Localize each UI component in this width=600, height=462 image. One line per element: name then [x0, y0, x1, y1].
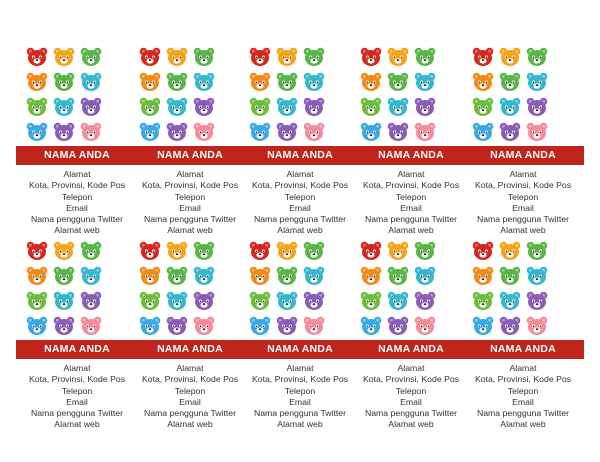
bear-face-icon: [193, 291, 215, 311]
bear-face-icon: [472, 97, 494, 117]
twitter-line: Nama pengguna Twitter: [143, 214, 237, 225]
city-line: Kota, Provinsi, Kode Pos: [474, 180, 572, 191]
bear-face-icon: [80, 291, 102, 311]
bear-face-icon: [303, 316, 325, 336]
bear-grid: [356, 47, 466, 143]
business-card: [356, 44, 466, 244]
bear-face-icon: [53, 97, 75, 117]
bear-face-icon: [249, 47, 271, 67]
bear-face-icon: [360, 266, 382, 286]
bear-face-icon: [53, 72, 75, 92]
bear-grid: [245, 47, 355, 143]
bear-face-icon: [499, 291, 521, 311]
bear-face-icon: [387, 266, 409, 286]
bear-face-icon: [166, 266, 188, 286]
bear-face-icon: [360, 316, 382, 336]
business-card: [22, 44, 132, 244]
email-line: Email: [512, 202, 534, 213]
bear-face-icon: [249, 291, 271, 311]
email-line: Email: [512, 396, 534, 407]
bear-face-icon: [414, 72, 436, 92]
contact-info: [12, 169, 142, 237]
bear-face-icon: [80, 122, 102, 142]
phone-line: Telepon: [507, 191, 539, 202]
business-card: [356, 238, 466, 438]
bear-face-icon: [472, 72, 494, 92]
bear-face-icon: [249, 97, 271, 117]
twitter-line: Nama pengguna Twitter: [364, 214, 458, 225]
bear-face-icon: [526, 291, 548, 311]
address-line: Alamat: [63, 363, 91, 373]
bear-grid: [22, 47, 132, 143]
bear-face-icon: [303, 97, 325, 117]
bear-face-icon: [139, 266, 161, 286]
bear-face-icon: [526, 122, 548, 142]
name-band: NAMA ANDA: [129, 146, 251, 165]
bear-grid: [468, 241, 578, 337]
bear-face-icon: [499, 97, 521, 117]
business-card: [135, 238, 245, 438]
bear-face-icon: [303, 122, 325, 142]
bear-face-icon: [53, 122, 75, 142]
bear-face-icon: [249, 266, 271, 286]
bear-face-icon: [276, 291, 298, 311]
address-line: Alamat: [509, 363, 537, 373]
phone-line: Telepon: [507, 385, 539, 396]
website-line: Alamat web: [54, 225, 100, 236]
bear-face-icon: [360, 97, 382, 117]
bear-face-icon: [26, 241, 48, 261]
address-line: Alamat: [397, 169, 425, 179]
bear-face-icon: [193, 47, 215, 67]
bear-face-icon: [193, 266, 215, 286]
bear-face-icon: [387, 47, 409, 67]
bear-face-icon: [499, 241, 521, 261]
bear-face-icon: [499, 72, 521, 92]
bear-face-icon: [472, 122, 494, 142]
phone-line: Telepon: [174, 385, 206, 396]
email-line: Email: [400, 202, 422, 213]
bear-face-icon: [526, 316, 548, 336]
address-line: Alamat: [176, 363, 204, 373]
bear-face-icon: [193, 122, 215, 142]
bear-face-icon: [499, 316, 521, 336]
bear-face-icon: [80, 97, 102, 117]
bear-face-icon: [472, 241, 494, 261]
bear-face-icon: [387, 291, 409, 311]
bear-grid: [356, 241, 466, 337]
business-card: [245, 44, 355, 244]
bear-face-icon: [26, 266, 48, 286]
phone-line: Telepon: [284, 385, 316, 396]
website-line: Alamat web: [500, 225, 546, 236]
bear-face-icon: [472, 266, 494, 286]
bear-face-icon: [166, 241, 188, 261]
bear-face-icon: [53, 47, 75, 67]
bear-face-icon: [303, 241, 325, 261]
address-line: Alamat: [176, 169, 204, 179]
bear-face-icon: [414, 266, 436, 286]
bear-face-icon: [166, 97, 188, 117]
bear-face-icon: [249, 122, 271, 142]
bear-face-icon: [249, 241, 271, 261]
bear-face-icon: [249, 316, 271, 336]
email-line: Email: [66, 202, 88, 213]
website-line: Alamat web: [388, 225, 434, 236]
bear-face-icon: [53, 241, 75, 261]
bear-face-icon: [193, 241, 215, 261]
bear-face-icon: [360, 241, 382, 261]
bear-face-icon: [80, 72, 102, 92]
business-card: [245, 238, 355, 438]
bear-face-icon: [139, 47, 161, 67]
city-line: Kota, Provinsi, Kode Pos: [28, 180, 126, 191]
name-band: NAMA ANDA: [239, 340, 361, 359]
email-line: Email: [289, 202, 311, 213]
bear-face-icon: [526, 241, 548, 261]
bear-face-icon: [80, 241, 102, 261]
email-line: Email: [179, 202, 201, 213]
bear-face-icon: [414, 47, 436, 67]
website-line: Alamat web: [54, 419, 100, 430]
phone-line: Telepon: [395, 385, 427, 396]
bear-face-icon: [414, 241, 436, 261]
bear-face-icon: [526, 97, 548, 117]
bear-face-icon: [276, 97, 298, 117]
bear-face-icon: [166, 316, 188, 336]
bear-face-icon: [249, 72, 271, 92]
bear-face-icon: [80, 47, 102, 67]
contact-info: [458, 169, 588, 237]
bear-face-icon: [526, 47, 548, 67]
business-card: [135, 44, 245, 244]
bear-face-icon: [499, 47, 521, 67]
bear-face-icon: [139, 72, 161, 92]
contact-info: [346, 363, 476, 431]
bear-face-icon: [139, 122, 161, 142]
phone-line: Telepon: [284, 191, 316, 202]
website-line: Alamat web: [277, 225, 323, 236]
bear-face-icon: [303, 291, 325, 311]
bear-face-icon: [387, 316, 409, 336]
business-card: [468, 44, 578, 244]
name-band: NAMA ANDA: [129, 340, 251, 359]
bear-face-icon: [387, 97, 409, 117]
website-line: Alamat web: [277, 419, 323, 430]
bear-face-icon: [26, 97, 48, 117]
bear-face-icon: [499, 122, 521, 142]
bear-face-icon: [414, 291, 436, 311]
bear-face-icon: [387, 72, 409, 92]
city-line: Kota, Provinsi, Kode Pos: [28, 374, 126, 385]
bear-grid: [135, 47, 245, 143]
email-line: Email: [289, 396, 311, 407]
bear-face-icon: [139, 291, 161, 311]
twitter-line: Nama pengguna Twitter: [30, 408, 124, 419]
bear-face-icon: [360, 72, 382, 92]
bear-face-icon: [276, 72, 298, 92]
twitter-line: Nama pengguna Twitter: [364, 408, 458, 419]
city-line: Kota, Provinsi, Kode Pos: [474, 374, 572, 385]
name-band: NAMA ANDA: [350, 340, 472, 359]
bear-face-icon: [276, 266, 298, 286]
bear-face-icon: [166, 122, 188, 142]
twitter-line: Nama pengguna Twitter: [253, 408, 347, 419]
phone-line: Telepon: [174, 191, 206, 202]
website-line: Alamat web: [388, 419, 434, 430]
business-card: [468, 238, 578, 438]
city-line: Kota, Provinsi, Kode Pos: [251, 374, 349, 385]
bear-face-icon: [276, 47, 298, 67]
bear-face-icon: [139, 97, 161, 117]
business-card: [22, 238, 132, 438]
name-band: NAMA ANDA: [16, 340, 138, 359]
bear-face-icon: [303, 72, 325, 92]
bear-face-icon: [53, 316, 75, 336]
bear-face-icon: [193, 72, 215, 92]
contact-info: [458, 363, 588, 431]
contact-info: [346, 169, 476, 237]
bear-face-icon: [139, 316, 161, 336]
bear-face-icon: [414, 97, 436, 117]
bear-face-icon: [80, 316, 102, 336]
bear-face-icon: [276, 241, 298, 261]
bear-grid: [245, 241, 355, 337]
bear-face-icon: [276, 316, 298, 336]
address-line: Alamat: [286, 363, 314, 373]
bear-face-icon: [26, 47, 48, 67]
address-line: Alamat: [509, 169, 537, 179]
website-line: Alamat web: [500, 419, 546, 430]
bear-face-icon: [387, 122, 409, 142]
bear-grid: [468, 47, 578, 143]
bear-face-icon: [472, 47, 494, 67]
name-band: NAMA ANDA: [462, 340, 584, 359]
bear-face-icon: [139, 241, 161, 261]
bear-face-icon: [303, 47, 325, 67]
name-band: NAMA ANDA: [16, 146, 138, 165]
name-band: NAMA ANDA: [462, 146, 584, 165]
bear-face-icon: [26, 291, 48, 311]
phone-line: Telepon: [61, 191, 93, 202]
city-line: Kota, Provinsi, Kode Pos: [251, 180, 349, 191]
name-band: NAMA ANDA: [239, 146, 361, 165]
address-line: Alamat: [397, 363, 425, 373]
email-line: Email: [400, 396, 422, 407]
website-line: Alamat web: [167, 419, 213, 430]
twitter-line: Nama pengguna Twitter: [253, 214, 347, 225]
bear-grid: [135, 241, 245, 337]
bear-face-icon: [526, 266, 548, 286]
bear-face-icon: [303, 266, 325, 286]
city-line: Kota, Provinsi, Kode Pos: [141, 180, 239, 191]
bear-face-icon: [472, 291, 494, 311]
contact-info: [12, 363, 142, 431]
phone-line: Telepon: [61, 385, 93, 396]
address-line: Alamat: [286, 169, 314, 179]
twitter-line: Nama pengguna Twitter: [476, 214, 570, 225]
bear-face-icon: [26, 122, 48, 142]
bear-face-icon: [166, 47, 188, 67]
bear-face-icon: [276, 122, 298, 142]
twitter-line: Nama pengguna Twitter: [476, 408, 570, 419]
email-line: Email: [66, 396, 88, 407]
bear-face-icon: [414, 122, 436, 142]
bear-face-icon: [80, 266, 102, 286]
bear-face-icon: [472, 316, 494, 336]
bear-face-icon: [166, 291, 188, 311]
name-band: NAMA ANDA: [350, 146, 472, 165]
bear-face-icon: [387, 241, 409, 261]
bear-face-icon: [360, 291, 382, 311]
address-line: Alamat: [63, 169, 91, 179]
city-line: Kota, Provinsi, Kode Pos: [141, 374, 239, 385]
bear-face-icon: [499, 266, 521, 286]
bear-face-icon: [414, 316, 436, 336]
bear-face-icon: [53, 291, 75, 311]
city-line: Kota, Provinsi, Kode Pos: [362, 374, 460, 385]
bear-face-icon: [26, 72, 48, 92]
bear-face-icon: [193, 316, 215, 336]
bear-face-icon: [26, 316, 48, 336]
bear-grid: [22, 241, 132, 337]
bear-face-icon: [193, 97, 215, 117]
twitter-line: Nama pengguna Twitter: [143, 408, 237, 419]
website-line: Alamat web: [167, 225, 213, 236]
bear-face-icon: [166, 72, 188, 92]
bear-face-icon: [360, 122, 382, 142]
twitter-line: Nama pengguna Twitter: [30, 214, 124, 225]
phone-line: Telepon: [395, 191, 427, 202]
city-line: Kota, Provinsi, Kode Pos: [362, 180, 460, 191]
bear-face-icon: [53, 266, 75, 286]
bear-face-icon: [360, 47, 382, 67]
email-line: Email: [179, 396, 201, 407]
bear-face-icon: [526, 72, 548, 92]
